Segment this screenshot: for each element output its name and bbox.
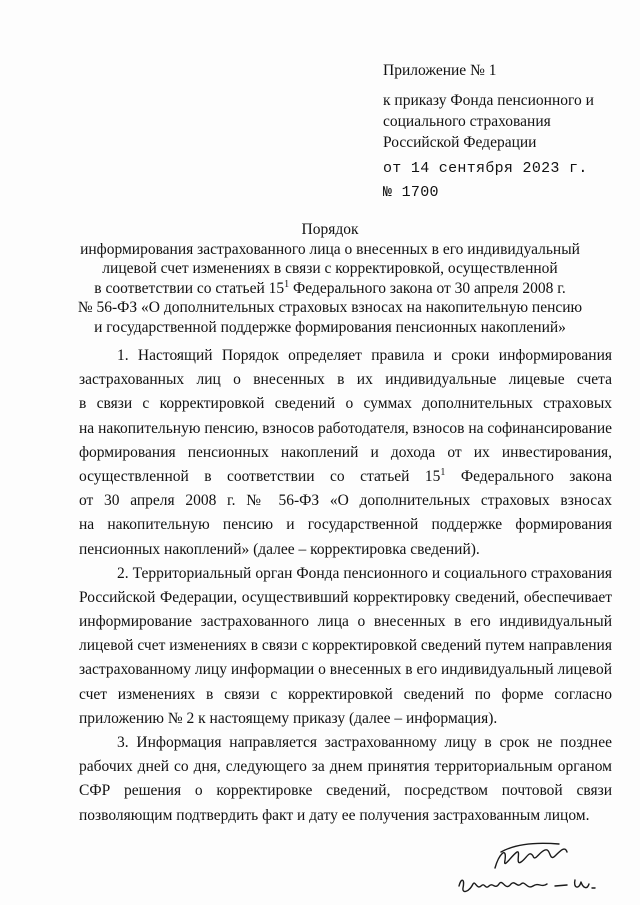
paragraph-3-line-1: 3. Информация направляется застрахованному лицу в срок не позднее bbox=[117, 734, 612, 752]
paragraph-2-line-1: 2. Территориальный орган Фонда пенсионного и социального страхования bbox=[117, 564, 612, 582]
heading-line-2: лицевой счет изменениях в связи с корректировкой, осуществленной bbox=[102, 260, 558, 277]
appendix-number: № 1700 bbox=[383, 184, 439, 201]
appendix-date: от 14 сентября 2023 г. bbox=[383, 160, 588, 177]
heading-line-1: информирования застрахованного лица о внесенных в его индивидуальный bbox=[80, 240, 580, 258]
heading-line-3 bbox=[70, 279, 590, 299]
signature-strokes bbox=[459, 843, 595, 891]
paragraph-1-line-5: формирования пенсионных накоплений и дохода от их инвестирования, bbox=[79, 443, 612, 461]
paragraph-1-line-6-sup: 1 bbox=[440, 466, 446, 478]
paragraph-2-line-4: лицевой счет изменениях в связи с корректировкой сведений путем направления bbox=[79, 637, 612, 655]
appendix-header bbox=[383, 60, 633, 203]
document-body bbox=[79, 344, 612, 828]
paragraph-1-line-6-post: Федерального закона bbox=[445, 467, 612, 485]
heading-title: Порядок bbox=[301, 221, 359, 238]
paragraph-2-line-2: Российской Федерации, осуществивший корректировку сведений, обеспечивает bbox=[79, 588, 612, 606]
paragraph-1-line-4: на накопительную пенсию, взносов работодателя, взносов на софинансирование bbox=[79, 419, 612, 437]
signature-drawing bbox=[455, 838, 605, 900]
paragraph-1-line-3: в связи с корректировкой сведений о суммах дополнительных страховых bbox=[79, 395, 612, 413]
paragraph-2-line-6: счет изменениях в связи с корректировкой сведений по форме согласно bbox=[79, 685, 612, 703]
handwritten-signature bbox=[455, 838, 605, 900]
heading-line-4: № 56-ФЗ «О дополнительных страховых взносах на накопительную пенсию bbox=[77, 299, 583, 316]
heading-line-3-pre: в соответствии со статьей 15 bbox=[94, 279, 285, 297]
paragraph-1-line-6 bbox=[79, 465, 612, 489]
paragraph-2-line-7: приложению № 2 к настоящему приказу (далее – информация). bbox=[79, 709, 498, 727]
paragraph-3 bbox=[79, 731, 612, 828]
paragraph-1-line-9: пенсионных накоплений» (далее – корректировка сведений). bbox=[79, 540, 480, 558]
appendix-order-line-1: к приказу Фонда пенсионного и bbox=[383, 92, 594, 109]
paragraph-2-line-5: застрахованному лицу информации о внесенных в его индивидуальный лицевой bbox=[79, 661, 612, 679]
paragraph-1-line-2: застрахованных лиц о внесенных в их индивидуальные лицевые счета bbox=[79, 371, 612, 389]
paragraph-1-line-7: от 30 апреля 2008 г. № 56-ФЗ «О дополнительных страховых взносах bbox=[79, 492, 612, 510]
paragraph-3-line-3: СФР решения о корректировке сведений, посредством почтовой связи bbox=[79, 782, 612, 800]
paragraph-1-line-8: на накопительную пенсию и государственной поддержке формирования bbox=[79, 516, 612, 534]
paragraph-2 bbox=[79, 562, 612, 731]
heading-line-5: и государственной поддержке формирования пенсионных накоплений» bbox=[94, 318, 566, 336]
procedure-heading bbox=[70, 220, 590, 337]
heading-line-3-post: Федерального закона от 30 апреля 2008 г. bbox=[289, 279, 566, 297]
paragraph-3-line-2: рабочих дней со дня, следующего за днем принятия территориальным органом bbox=[79, 758, 612, 776]
appendix-order-line-3: Российской Федерации bbox=[383, 134, 537, 151]
paragraph-1 bbox=[79, 344, 612, 562]
paragraph-1-line-6-pre: осуществленной в соответствии со статьей 15 bbox=[79, 467, 441, 485]
appendix-title: Приложение № 1 bbox=[383, 62, 497, 79]
paragraph-3-line-4: позволяющим подтвердить факт и дату ее получения застрахованным лицом. bbox=[79, 806, 590, 824]
appendix-order-line-2: социального страхования bbox=[383, 113, 551, 130]
paragraph-2-line-3: информирование застрахованного лица о внесенных в его индивидуальный bbox=[79, 613, 612, 631]
paragraph-1-line-1: 1. Настоящий Порядок определяет правила и сроки информирования bbox=[117, 347, 612, 364]
heading-line-3-sup: 1 bbox=[284, 278, 290, 290]
